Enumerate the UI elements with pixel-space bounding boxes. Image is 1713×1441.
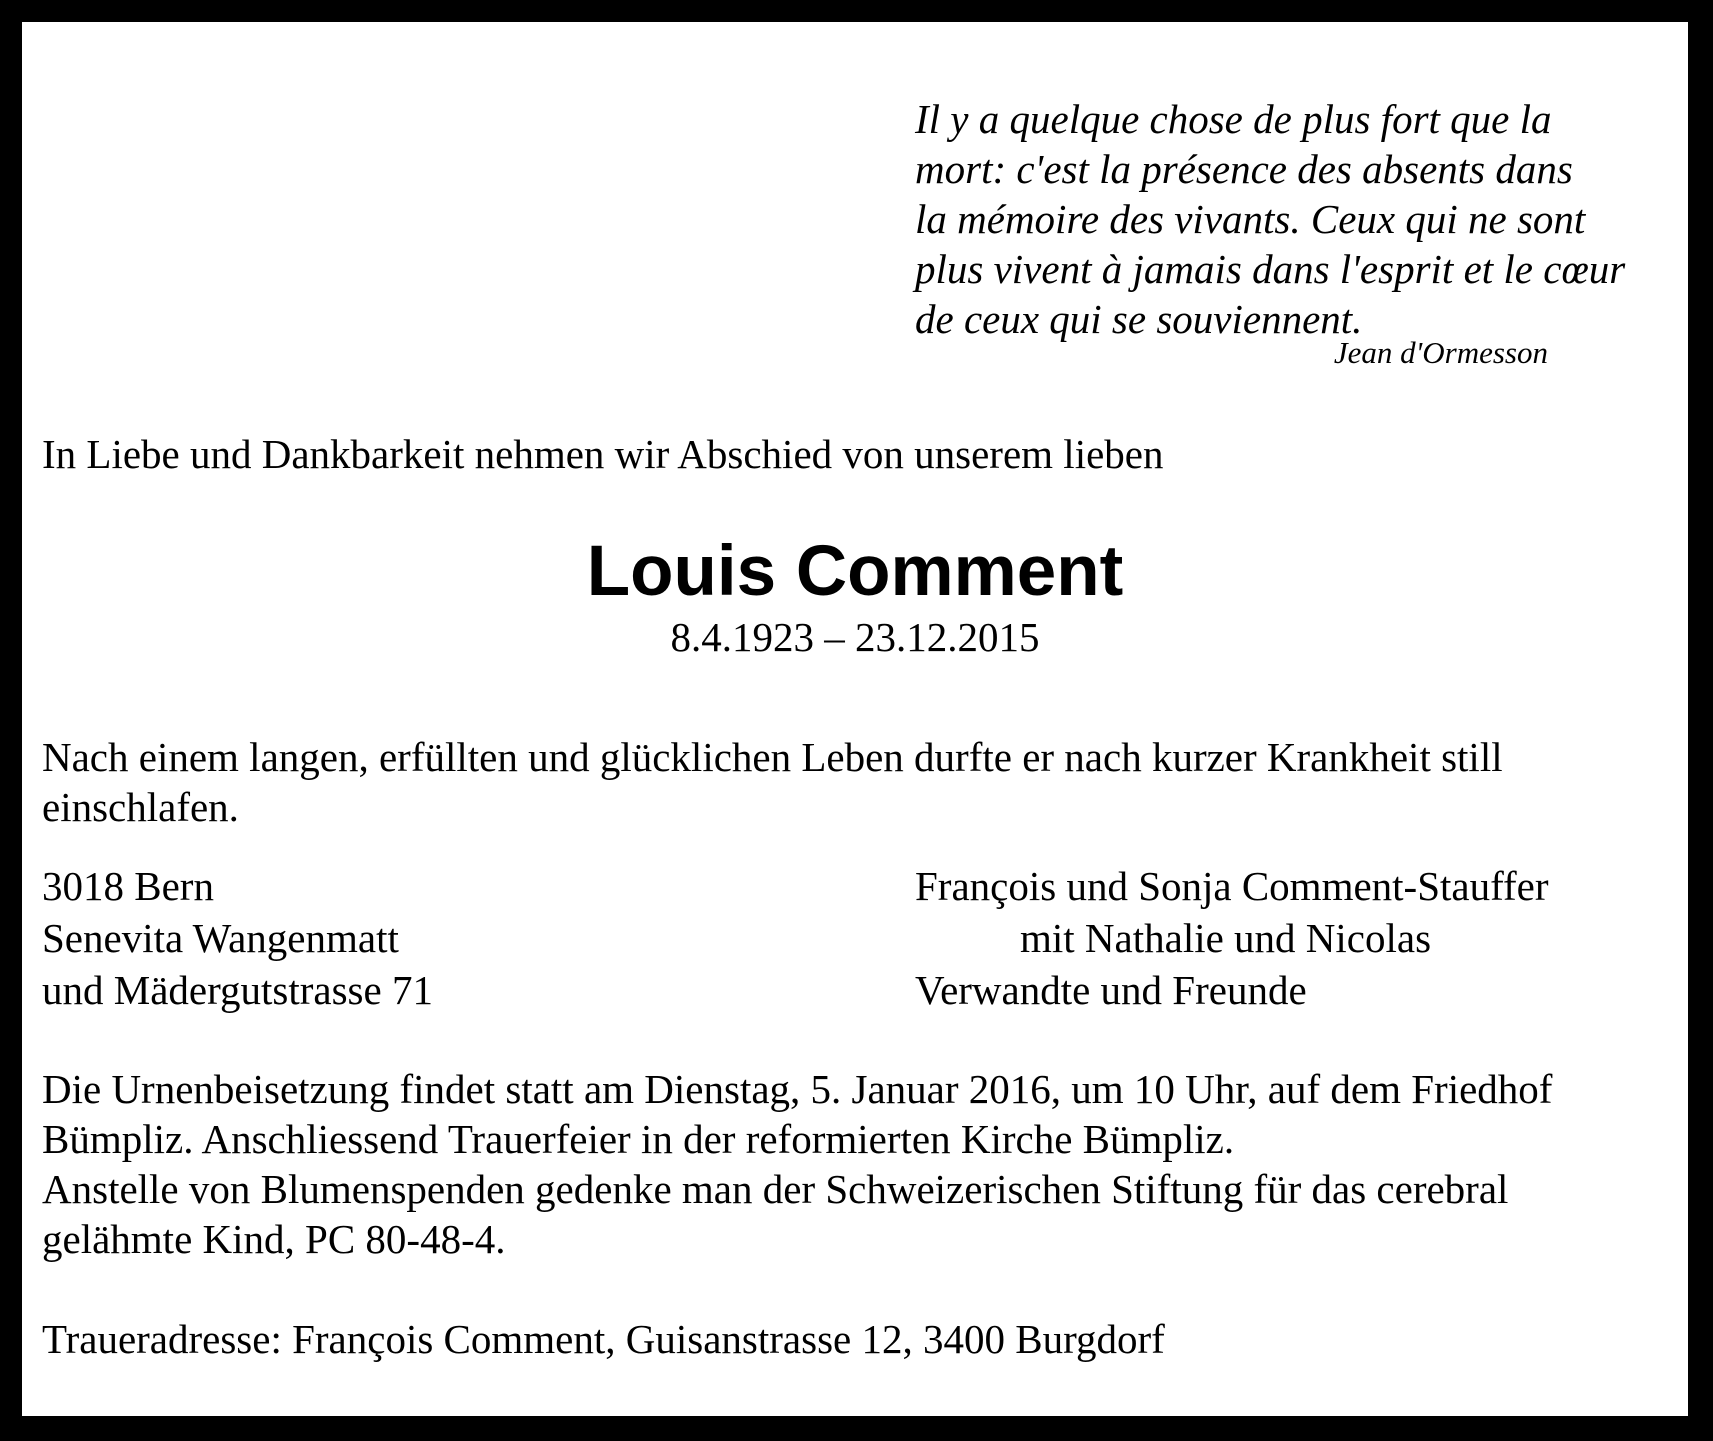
address-line: 3018 Bern: [42, 863, 214, 909]
address-block: [42, 860, 433, 1016]
quote-author: Jean d'Ormesson: [1333, 335, 1548, 370]
donation-line: Anstelle von Blumenspenden gedenke man der Schweizerischen Stiftung für das cerebral: [42, 1166, 1509, 1212]
mourners-block: [915, 860, 1549, 1016]
message-line-1: Nach einem langen, erfüllten und glücklichen Leben durfte er nach kurzer Krankheit still: [42, 734, 1503, 780]
mourner-line: Verwandte und Freunde: [915, 967, 1307, 1013]
mourner-line: François und Sonja Comment-Stauffer: [915, 863, 1549, 909]
mourner-line: mit Nathalie und Nicolas: [1020, 915, 1432, 961]
ceremony-line: Die Urnenbeisetzung findet statt am Dienstag, 5. Januar 2016, um 10 Uhr, auf dem Friedhof: [42, 1066, 1553, 1112]
message-line-2: einschlafen.: [42, 784, 239, 830]
intro-text: In Liebe und Dankbarkeit nehmen wir Abschied von unserem lieben: [42, 431, 1164, 477]
obituary-card: [22, 22, 1688, 1416]
deceased-dates: 8.4.1923 – 23.12.2015: [670, 614, 1040, 660]
deceased-name: Louis Comment: [586, 532, 1124, 611]
address-line: Senevita Wangenmatt: [42, 915, 399, 961]
address-line: und Mädergutstrasse 71: [42, 967, 433, 1013]
donation-line: gelähmte Kind, PC 80-48-4.: [42, 1216, 506, 1262]
quote-text: Il y a quelque chose de plus fort que la mort: c'est la présence des absents dans la mémoire des vivants. Ceux qui ne sont plus vivent à jamais dans l'esprit et le cœur de ceux qui se souviennent.: [915, 96, 1626, 342]
ceremony-line: Bümpliz. Anschliessend Trauerfeier in der reformierten Kirche Bümpliz.: [42, 1116, 1235, 1162]
mourning-address: Traueradresse: François Comment, Guisanstrasse 12, 3400 Burgdorf: [42, 1316, 1165, 1362]
